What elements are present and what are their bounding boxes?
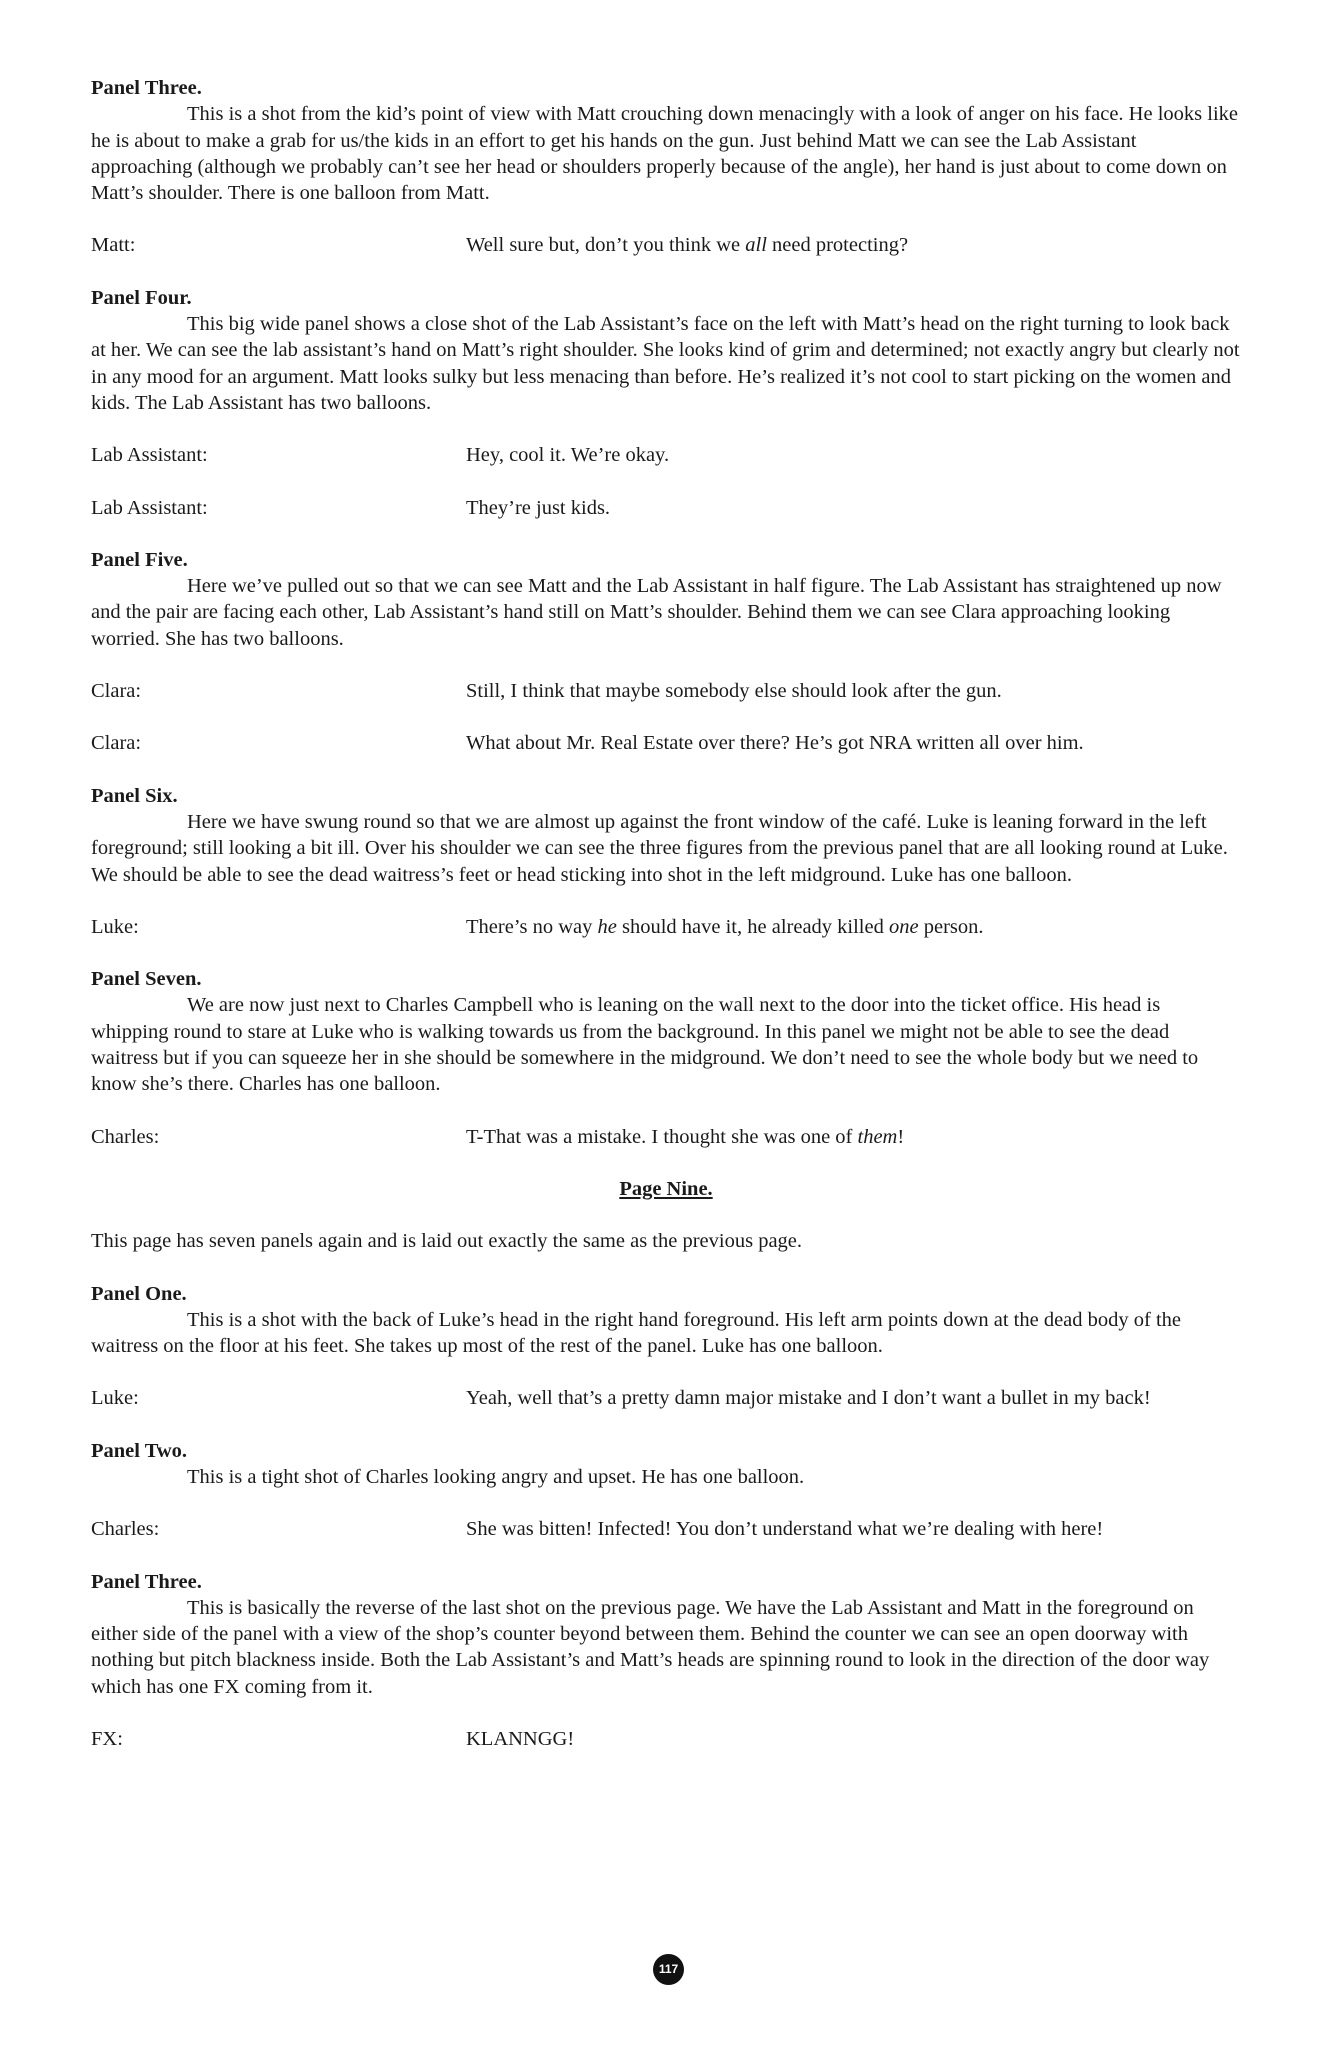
dialogue-text: Yeah, well that’s a pretty damn major mistake and I don’t want a bullet in my back! <box>466 1387 1151 1410</box>
speaker-name: Matt: <box>91 234 136 257</box>
panel-heading: Panel Five. <box>91 548 188 571</box>
dialogue-line <box>91 1516 1241 1542</box>
dialogue-line <box>91 678 1241 704</box>
panel-description: Here we have swung round so that we are almost up against the front window of the café. Luke is leaning forward in the left foreground; still looking a bit ill. Over his shoulder we can see the three figures from the previous panel that are all looking round at Luke. We should be able to see the dead waitress’s feet or head sticking into shot in the left midground. Luke has one balloon. <box>91 810 1228 886</box>
speaker-name: Clara: <box>91 680 142 703</box>
dialogue-text: What about Mr. Real Estate over there? He’s got NRA written all over him. <box>466 732 1084 755</box>
dialogue-line <box>91 1124 1241 1150</box>
speaker-name: Clara: <box>91 732 142 755</box>
speaker-name: Charles: <box>91 1518 160 1541</box>
dialogue-text: Still, I think that maybe somebody else should look after the gun. <box>466 680 1002 703</box>
speaker-name: Charles: <box>91 1125 160 1148</box>
dialogue-text: She was bitten! Infected! You don’t understand what we’re dealing with here! <box>466 1518 1104 1541</box>
dialogue-line <box>91 1726 1241 1752</box>
dialogue-text: They’re just kids. <box>466 496 611 519</box>
speaker-name: Luke: <box>91 1387 139 1410</box>
dialogue-text: T-That was a mistake. I thought she was one of them! <box>466 1125 905 1148</box>
speaker-name: Lab Assistant: <box>91 444 208 467</box>
speaker-name: FX: <box>91 1728 123 1751</box>
panel-heading: Panel Three. <box>91 77 202 99</box>
dialogue-text: Well sure but, don’t you think we all need protecting? <box>466 234 909 257</box>
page-title: Page Nine. <box>619 1177 713 1200</box>
panel-description: This is a shot with the back of Luke’s head in the right hand foreground. His left arm points down at the dead body of the waitress on the floor at his feet. She takes up most of the rest of the panel. Luke has one balloon. <box>91 1308 1182 1358</box>
panel-description: We are now just next to Charles Campbell who is leaning on the wall next to the door into the ticket office. His head is whipping round to stare at Luke who is walking towards us from the background. In this panel we might not be able to see the dead waitress but if you can squeeze her in she should be somewhere in the midground. We don’t need to see the whole body but we need to know she’s there. Charles has one balloon. <box>91 994 1199 1096</box>
dialogue-line <box>91 730 1241 756</box>
panel-heading: Panel Three. <box>91 1570 202 1593</box>
panel-heading: Panel Two. <box>91 1439 188 1462</box>
dialogue-text: There’s no way he should have it, he already killed one person. <box>466 915 984 938</box>
speaker-name: Luke: <box>91 915 139 938</box>
panel-description: This is basically the reverse of the last shot on the previous page. We have the Lab Assistant and Matt in the foreground on either side of the panel with a view of the shop’s counter beyond between them. Behind the counter we can see an open doorway with nothing but pitch blackness inside. Both the Lab Assistant’s and Matt’s heads are spinning round to look in the direction of the door way which has one FX coming from it. <box>91 1596 1210 1698</box>
panel-heading: Panel Four. <box>91 286 192 309</box>
panel-heading: Panel One. <box>91 1282 187 1305</box>
page-intro: This page has seven panels again and is laid out exactly the same as the previous page. <box>91 1230 803 1253</box>
dialogue-line <box>91 442 1241 468</box>
script-page <box>91 75 1241 1752</box>
speaker-name: Lab Assistant: <box>91 496 208 519</box>
dialogue-text: Hey, cool it. We’re okay. <box>466 444 670 467</box>
panel-description: Here we’ve pulled out so that we can see Matt and the Lab Assistant in half figure. The Lab Assistant has straightened up now and the pair are facing each other, Lab Assistant’s hand still on Matt’s shoulder. Behind them we can see Clara approaching looking worried. She has two balloons. <box>91 575 1222 650</box>
panel-heading: Panel Seven. <box>91 968 202 991</box>
dialogue-line <box>91 1385 1241 1411</box>
panel-description: This is a tight shot of Charles looking angry and upset. He has one balloon. <box>187 1465 805 1488</box>
panel-heading: Panel Six. <box>91 784 178 807</box>
dialogue-text: KLANNGG! <box>466 1728 575 1751</box>
dialogue-line <box>91 495 1241 521</box>
panel-description: This big wide panel shows a close shot of the Lab Assistant’s face on the left with Matt’s head on the right turning to look back at her. We can see the lab assistant’s hand on Matt’s right shoulder. She looks kind of grim and determined; not exactly angry but clearly not in any mood for an argument. Matt looks sulky but less menacing than before. He’s realized it’s not cool to start picking on the women and kids. The Lab Assistant has two balloons. <box>91 313 1240 414</box>
panel-description: This is a shot from the kid’s point of view with Matt crouching down menacingly with a look of anger on his face. He looks like he is about to make a grab for us/the kids in an effort to get his hands on the gun. Just behind Matt we can see the Lab Assistant approaching (although we probably can’t see her head or shoulders properly because of the angle), her hand is just about to come down on Matt’s shoulder. There is one balloon from Matt. <box>91 103 1238 205</box>
dialogue-line <box>91 232 1241 258</box>
dialogue-line <box>91 914 1241 940</box>
page-number-badge: 117 <box>653 1954 684 1985</box>
